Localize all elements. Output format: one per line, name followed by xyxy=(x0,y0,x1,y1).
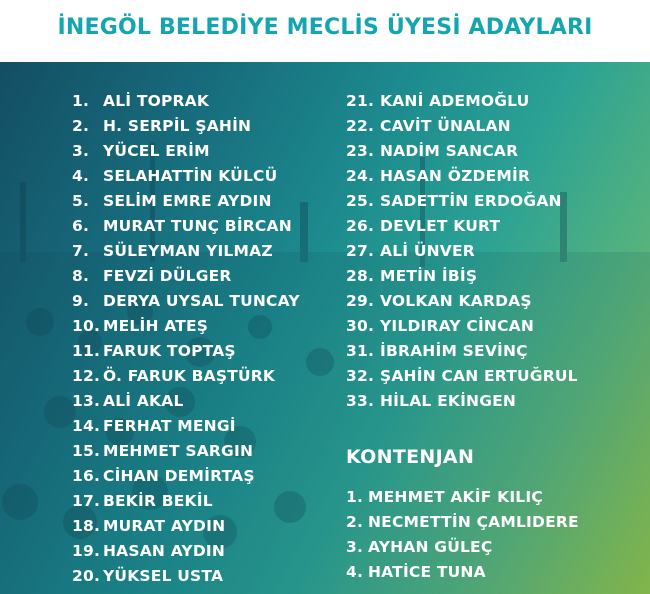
candidate-item xyxy=(72,263,300,288)
candidate-name: BEKİR BEKİL xyxy=(103,491,213,510)
candidate-number: 18. xyxy=(72,516,101,535)
candidate-number: 4. xyxy=(346,562,364,581)
candidate-name: NADİM SANCAR xyxy=(380,141,519,160)
candidate-number: 17. xyxy=(72,491,101,510)
candidate-number: 20. xyxy=(72,566,101,585)
candidate-name: Ö. FARUK BAŞTÜRK xyxy=(103,366,276,385)
candidate-item xyxy=(72,513,300,538)
candidate-number: 2. xyxy=(72,116,90,135)
candidate-name: HASAN ÖZDEMİR xyxy=(380,166,531,185)
candidate-item xyxy=(72,163,300,188)
candidate-name: DEVLET KURT xyxy=(380,216,501,235)
candidate-name: VOLKAN KARDAŞ xyxy=(380,291,532,310)
candidate-item xyxy=(72,138,300,163)
candidate-item xyxy=(346,113,578,138)
candidate-item xyxy=(346,484,579,509)
candidate-number: 13. xyxy=(72,391,101,410)
candidate-name: MURAT AYDIN xyxy=(103,516,226,535)
candidate-item xyxy=(72,313,300,338)
candidate-number: 6. xyxy=(72,216,90,235)
candidate-name: SELİM EMRE AYDIN xyxy=(103,191,272,210)
candidate-name: HİLAL EKİNGEN xyxy=(380,391,517,410)
candidate-item xyxy=(72,538,300,563)
candidate-name: YILDIRAY CİNCAN xyxy=(380,316,535,335)
candidate-name: CAVİT ÜNALAN xyxy=(380,116,511,135)
candidate-number: 10. xyxy=(72,316,101,335)
candidate-item xyxy=(346,338,578,363)
candidate-number: 33. xyxy=(346,391,375,410)
candidate-number: 21. xyxy=(346,91,375,110)
candidate-number: 27. xyxy=(346,241,375,260)
candidate-item xyxy=(72,88,300,113)
candidate-item xyxy=(346,188,578,213)
candidate-name: FEVZİ DÜLGER xyxy=(103,266,232,285)
candidate-item xyxy=(346,238,578,263)
candidate-number: 24. xyxy=(346,166,375,185)
candidate-item xyxy=(346,263,578,288)
candidate-name: KANİ ADEMOĞLU xyxy=(380,91,530,110)
candidate-item xyxy=(346,313,578,338)
candidate-number: 19. xyxy=(72,541,101,560)
candidate-name: SADETTİN ERDOĞAN xyxy=(380,191,562,210)
candidate-number: 9. xyxy=(72,291,90,310)
candidate-number: 26. xyxy=(346,216,375,235)
candidate-name: ALİ TOPRAK xyxy=(103,91,210,110)
candidate-name: ALİ ÜNVER xyxy=(380,241,475,260)
candidate-name: FARUK TOPTAŞ xyxy=(103,341,236,360)
candidate-name: MEHMET AKİF KILIÇ xyxy=(368,487,543,506)
candidate-name: SÜLEYMAN YILMAZ xyxy=(103,241,273,260)
candidate-number: 3. xyxy=(72,141,90,160)
candidate-number: 7. xyxy=(72,241,90,260)
candidate-number: 29. xyxy=(346,291,375,310)
candidate-name: SELAHATTİN KÜLCÜ xyxy=(103,166,278,185)
candidate-name: AYHAN GÜLEÇ xyxy=(368,537,493,556)
candidate-number: 8. xyxy=(72,266,90,285)
candidate-number: 5. xyxy=(72,191,90,210)
candidate-item xyxy=(346,363,578,388)
poster-background xyxy=(0,62,650,594)
candidate-item xyxy=(346,388,578,413)
candidate-number: 2. xyxy=(346,512,364,531)
candidate-number: 1. xyxy=(346,487,364,506)
candidate-number: 3. xyxy=(346,537,364,556)
candidate-item xyxy=(346,163,578,188)
candidate-number: 23. xyxy=(346,141,375,160)
candidate-item xyxy=(346,288,578,313)
candidate-item xyxy=(72,288,300,313)
candidate-item xyxy=(72,488,300,513)
candidate-name: MELİH ATEŞ xyxy=(103,316,209,335)
candidate-number: 11. xyxy=(72,341,101,360)
candidate-number: 15. xyxy=(72,441,101,460)
candidate-item xyxy=(72,388,300,413)
candidate-name: HATİCE TUNA xyxy=(368,562,486,581)
candidate-item xyxy=(346,534,579,559)
candidate-name: İBRAHİM SEVİNÇ xyxy=(380,341,528,360)
candidate-number: 14. xyxy=(72,416,101,435)
candidate-name: CİHAN DEMİRTAŞ xyxy=(103,466,255,485)
candidate-item xyxy=(72,438,300,463)
candidate-item xyxy=(72,413,300,438)
candidate-item xyxy=(72,213,300,238)
candidate-item xyxy=(72,238,300,263)
candidate-number: 4. xyxy=(72,166,90,185)
candidate-item xyxy=(346,559,579,584)
candidate-item xyxy=(72,363,300,388)
page-title: İNEGÖL BELEDİYE MECLİS ÜYESİ ADAYLARI xyxy=(57,14,593,40)
candidate-name: YÜKSEL USTA xyxy=(103,566,224,585)
candidate-number: 28. xyxy=(346,266,375,285)
candidate-number: 25. xyxy=(346,191,375,210)
candidate-item xyxy=(346,88,578,113)
candidate-name: H. SERPİL ŞAHİN xyxy=(103,116,252,135)
candidate-item xyxy=(72,463,300,488)
candidate-item xyxy=(346,213,578,238)
candidate-name: HASAN AYDIN xyxy=(103,541,226,560)
header xyxy=(0,0,650,62)
kontenjan-heading: KONTENJAN xyxy=(346,446,475,468)
candidate-number: 32. xyxy=(346,366,375,385)
candidate-name: DERYA UYSAL TUNCAY xyxy=(103,291,300,310)
candidate-item xyxy=(72,113,300,138)
candidate-number: 31. xyxy=(346,341,375,360)
candidate-item xyxy=(346,509,579,534)
candidate-item xyxy=(346,138,578,163)
candidate-number: 16. xyxy=(72,466,101,485)
candidate-item xyxy=(72,563,300,588)
candidate-number: 1. xyxy=(72,91,90,110)
candidate-list-right xyxy=(346,88,578,413)
candidate-number: 22. xyxy=(346,116,375,135)
candidate-name: MURAT TUNÇ BİRCAN xyxy=(103,216,292,235)
candidate-name: ALİ AKAL xyxy=(103,391,184,410)
candidate-item xyxy=(72,188,300,213)
candidate-list-left xyxy=(72,88,300,588)
candidate-name: FERHAT MENGİ xyxy=(103,416,236,435)
candidate-number: 12. xyxy=(72,366,101,385)
candidate-number: 30. xyxy=(346,316,375,335)
candidate-name: YÜCEL ERİM xyxy=(103,141,210,160)
candidate-name: NECMETTİN ÇAMLIDERE xyxy=(368,512,579,531)
kontenjan-list xyxy=(346,484,579,584)
candidate-name: METİN İBİŞ xyxy=(380,266,478,285)
candidate-item xyxy=(72,338,300,363)
candidate-name: MEHMET SARGIN xyxy=(103,441,254,460)
candidate-name: ŞAHİN CAN ERTUĞRUL xyxy=(380,366,578,385)
